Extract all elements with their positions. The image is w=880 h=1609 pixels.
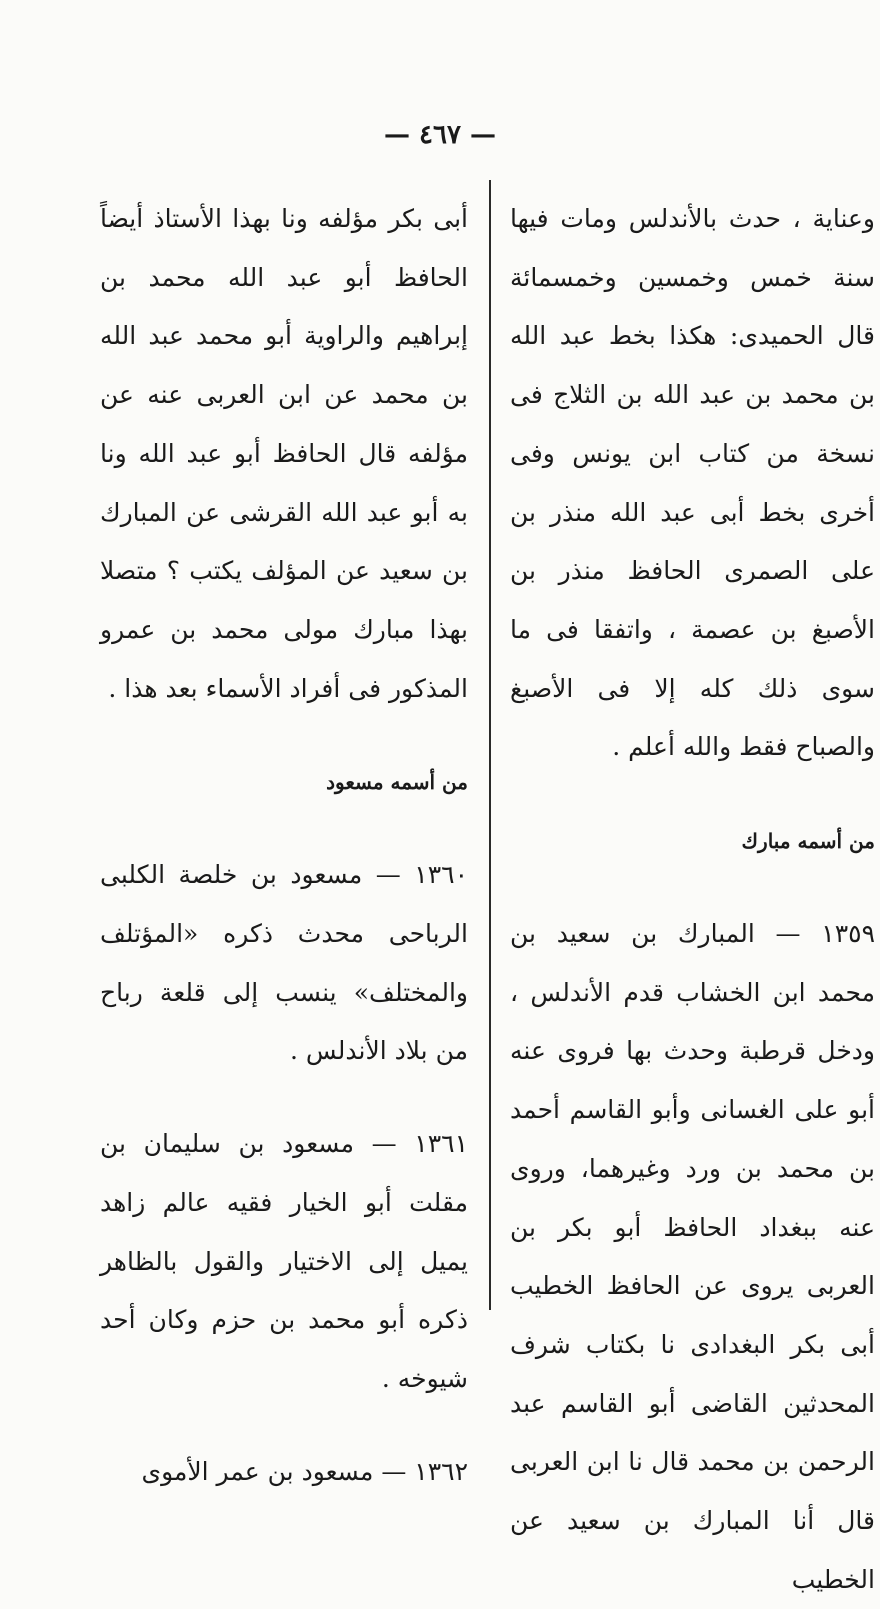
continuation-text: أبى بكر مؤلفه ونا بهذا الأستاذ أيضاً الحافظ أبو عبد الله محمد بن إبراهيم والراوية أبو محمد عبد الله بن محمد عن ابن العربى عنه عن مؤلفه قال الحافظ أبو عبد الله ونا به أبو عبد الله القرشى عن المبارك بن سعيد عن المؤلف يكتب ؟ متصلا بهذا مبارك مولى محمد بن عمرو المذكور فى أفراد الأسماء بعد هذا .: [100, 204, 468, 703]
spacer: [100, 1409, 468, 1443]
column-divider: [489, 180, 491, 1310]
spacer: [100, 718, 468, 752]
section-heading: من أسمه مبارك: [741, 829, 875, 854]
entry-1361: ١٣٦١ — مسعود بن سليمان بن مقلت أبو الخيار فقيه عالم زاهد يميل إلى الاختيار والقول بالظاهر ذكره أبو محمد بن حزم وكان أحد شيوخه .: [100, 1129, 468, 1393]
spacer: [100, 812, 468, 846]
continuation-text: وعناية ، حدث بالأندلس ومات فيها سنة خمس وخمسين وخمسمائة قال الحميدى: هكذا بخط عبد الله بن محمد بن عبد الله بن الثلاج فى نسخة من كتاب ابن يونس وفى أخرى بخط أبى عبد الله منذر بن على الصمرى الحافظ منذر بن الأصبغ بن عصمة ، واتفقا فى ما سوى ذلك كله إلا فى الأصبغ والصباح فقط والله أعلم .: [510, 204, 875, 762]
entry-1360: ١٣٦٠ — مسعود بن خلصة الكلبى الرباحى محدث ذكره «المؤتلف والمختلف» ينسب إلى قلعة رباح من بلاد الأندلس .: [100, 860, 468, 1066]
page-number: — ٤٦٧ —: [383, 120, 497, 150]
left-column: [100, 190, 468, 1501]
entry-1359: ١٣٥٩ — المبارك بن سعيد بن محمد ابن الخشاب قدم الأندلس ، ودخل قرطبة وحدث بها فروى عنه أبو على الغسانى وأبو القاسم أحمد بن محمد بن ورد وغيرهما، وروى عنه ببغداد الحافظ أبو بكر بن العربى يروى عن الحافظ الخطيب أبى بكر البغدادى نا بكتاب شرف المحدثين القاضى أبو القاسم عبد الرحمن بن محمد قال نا ابن العربى قال أنا المبارك بن سعيد عن الخطيب: [510, 919, 875, 1594]
section-heading: من أسمه مسعود: [326, 770, 468, 795]
entry-1362: ١٣٦٢ — مسعود بن عمر الأموى: [141, 1456, 468, 1486]
spacer: [510, 777, 875, 811]
right-column: [510, 190, 875, 1609]
spacer: [510, 871, 875, 905]
spacer: [100, 1081, 468, 1115]
